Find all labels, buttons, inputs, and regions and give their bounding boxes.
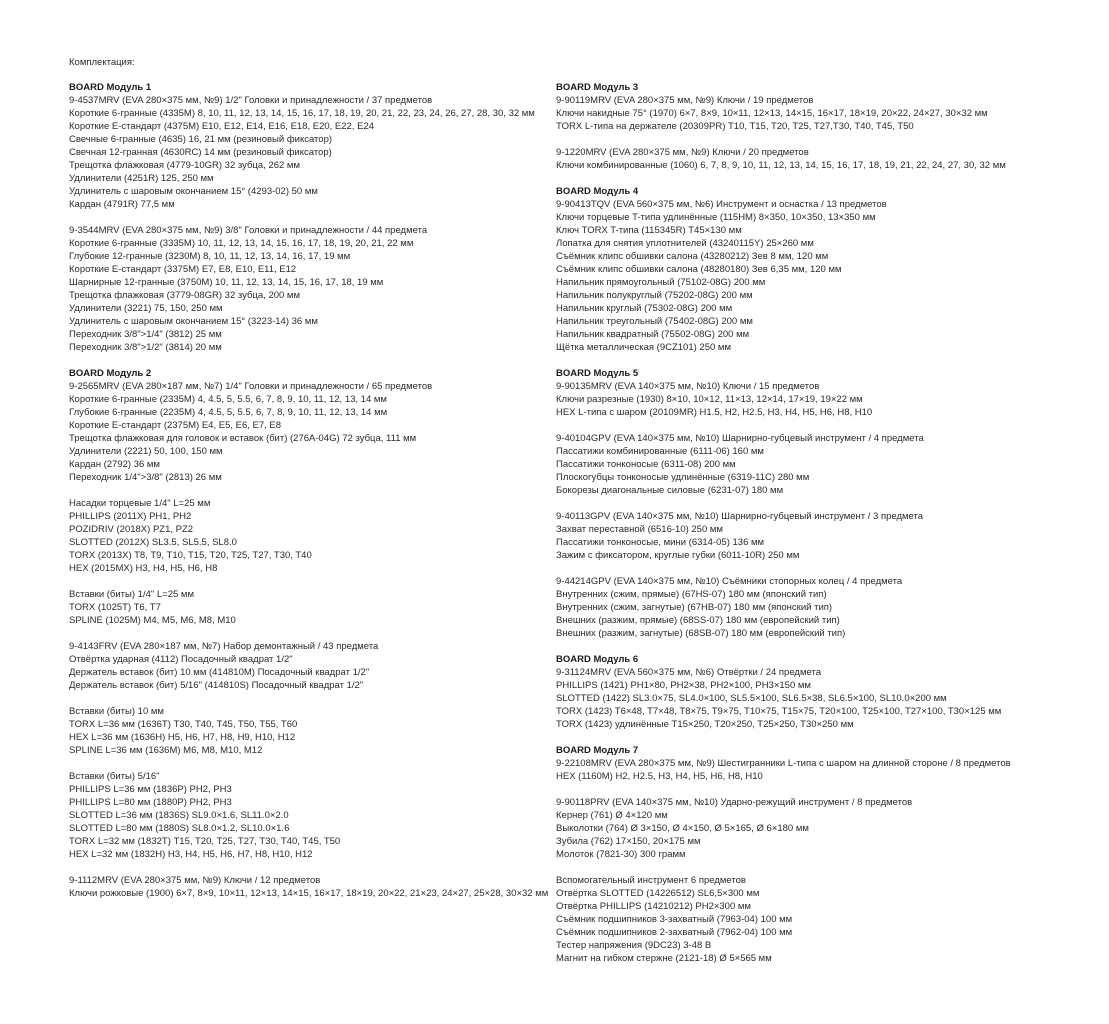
spec-line: SLOTTED L=36 мм (1836S) SL9.0×1.6, SL11.0×2.0 — [69, 810, 289, 821]
spec-line: 9-40104GPV (EVA 140×375 мм, №10) Шарнирно-губцевый инструмент / 4 предмета — [556, 433, 924, 444]
spec-line: Пассатижи тонконосые, мини (6314-05) 136 мм — [556, 537, 765, 548]
spec-line: Зажим с фиксатором, круглые губки (6011-10R) 250 мм — [556, 550, 800, 561]
spec-line: Насадки торцевые 1/4" L=25 мм — [69, 498, 211, 509]
module-heading: BOARD Модуль 4 — [556, 186, 639, 197]
spec-block — [556, 510, 1011, 562]
spec-line: Внутренних (сжим, прямые) (67HS-07) 180 мм (японский тип) — [556, 589, 827, 600]
spec-line: 9-90413TQV (EVA 560×375 мм, №6) Инструмент и оснастка / 13 предметов — [556, 199, 887, 210]
spec-line: Бокорезы диагональные силовые (6231-07) 180 мм — [556, 485, 784, 496]
spec-line: TORX (2013X) T8, T9, T10, T15, T20, T25, T27, T30, T40 — [69, 550, 312, 561]
spec-line: TORX (1423) T6×48, T7×48, T8×75, T9×75, T10×75, T15×75, T20×100, T25×100, T27×100, T30×125 мм — [556, 706, 1002, 717]
spec-line: 9-2565MRV (EVA 280×187 мм, №7) 1/4" Головки и принадлежности / 65 предметов — [69, 381, 433, 392]
spec-line: Напильник квадратный (75502-08G) 200 мм — [556, 329, 750, 340]
spec-line: PHILLIPS (2011X) PH1, PH2 — [69, 511, 192, 522]
spec-line: Тестер напряжения (9DC23) 3-48 В — [556, 940, 712, 951]
spec-line: Съёмник подшипников 3-захватный (7963-04) 100 мм — [556, 914, 793, 925]
spec-line: Захват переставной (6516-10) 250 мм — [556, 524, 723, 535]
spec-line: Удлинители (3221) 75, 150, 250 мм — [69, 303, 223, 314]
spec-line: Удлинители (4251R) 125, 250 мм — [69, 173, 214, 184]
intro-heading: Комплектация: — [69, 57, 135, 68]
spec-line: 9-3544MRV (EVA 280×375 мм, №9) 3/8" Головки и принадлежности / 44 предмета — [69, 225, 428, 236]
spec-line: 9-90119MRV (EVA 280×375 мм, №9) Ключи / 19 предметов — [556, 95, 814, 106]
spec-block — [556, 432, 1011, 497]
spec-line: Вставки (биты) 5/16" — [69, 771, 160, 782]
spec-line: Молоток (7821-30) 300 грамм — [556, 849, 686, 860]
spec-line: Отвёртка ударная (4112) Посадочный квадрат 1/2" — [69, 654, 293, 665]
spec-line: TORX L=36 мм (1636T) T30, T40, T45, T50, T55, T60 — [69, 719, 298, 730]
spec-block — [556, 367, 1011, 419]
spec-line: Напильник треугольный (75402-08G) 200 мм — [556, 316, 753, 327]
spec-block — [556, 874, 1011, 965]
spec-line: PHILLIPS L=36 мм (1836P) PH2, PH3 — [69, 784, 232, 795]
spec-line: Короткие 6-гранные (3335M) 10, 11, 12, 13, 14, 15, 16, 17, 18, 19, 20, 21, 22 мм — [69, 238, 414, 249]
spec-line: Плоскогубцы тонконосые удлинённые (6319-11C) 280 мм — [556, 472, 810, 483]
spec-line: Ключи рожковые (1900) 6×7, 8×9, 10×11, 12×13, 14×15, 16×17, 18×19, 20×22, 21×23, 24×27, 25×28, 30×32 мм — [69, 888, 549, 899]
spec-block — [556, 185, 1011, 354]
module-heading: BOARD Модуль 3 — [556, 82, 639, 93]
right-column — [556, 81, 1011, 978]
spec-line: Вспомогательный инструмент 6 предметов — [556, 875, 746, 886]
spec-line: Ключи разрезные (1930) 8×10, 10×12, 11×13, 12×14, 17×19, 19×22 мм — [556, 394, 863, 405]
spec-line: SLOTTED L=80 мм (1880S) SL8.0×1.2, SL10.0×1.6 — [69, 823, 290, 834]
spec-line: Съёмник подшипников 2-захватный (7962-04) 100 мм — [556, 927, 793, 938]
spec-line: Щётка металлическая (9CZ101) 250 мм — [556, 342, 731, 353]
spec-line: Трещотка флажковая (4779-10GR) 32 зубца, 262 мм — [69, 160, 300, 171]
spec-line: Ключ TORX T-типа (115345R) T45×130 мм — [556, 225, 742, 236]
spec-line: Короткие 6-гранные (4335M) 8, 10, 11, 12, 13, 14, 15, 16, 17, 18, 19, 20, 21, 22, 23, 24, 26, 27, 28, 30, 32 мм — [69, 108, 535, 119]
spec-line: Короткие E-стандарт (4375M) E10, E12, E14, E16, E18, E20, E22, E24 — [69, 121, 375, 132]
spec-line: 9-44214GPV (EVA 140×375 мм, №10) Съёмники стопорных колец / 4 предмета — [556, 576, 903, 587]
spec-line: Кардан (2792) 36 мм — [69, 459, 160, 470]
spec-line: Зубила (762) 17×150, 20×175 мм — [556, 836, 701, 847]
spec-block — [556, 575, 1011, 640]
spec-line: 9-1220MRV (EVA 280×375 мм, №9) Ключи / 20 предметов — [556, 147, 809, 158]
spec-line: POZIDRIV (2018X) PZ1, PZ2 — [69, 524, 194, 535]
spec-line: TORX L=32 мм (1832T) T15, T20, T25, T27, T30, T40, T45, T50 — [69, 836, 341, 847]
spec-line: SLOTTED (2012X) SL3.5, SL5.5, SL8.0 — [69, 537, 237, 548]
spec-line: Короткие E-стандарт (2375M) E4, E5, E6, E7, E8 — [69, 420, 282, 431]
spec-line: Пассатижи комбинированные (6111-06) 160 мм — [556, 446, 764, 457]
spec-line: Переходник 3/8">1/4" (3812) 25 мм — [69, 329, 222, 340]
spec-line: Глубокие 6-гранные (2235M) 4, 4.5, 5, 5.5, 6, 7, 8, 9, 10, 11, 12, 13, 14 мм — [69, 407, 388, 418]
spec-line: Переходник 1/4">3/8" (2813) 26 мм — [69, 472, 222, 483]
spec-line: TORX (1025T) T6, T7 — [69, 602, 161, 613]
spec-block — [69, 497, 548, 575]
spec-block — [556, 146, 1011, 172]
spec-block — [69, 588, 548, 627]
spec-block — [556, 81, 1011, 133]
spec-line: HEX (1160M) H2, H2.5, H3, H4, H5, H6, H8, H10 — [556, 771, 763, 782]
spec-line: Напильник круглый (75302-08G) 200 мм — [556, 303, 733, 314]
module-heading: BOARD Модуль 6 — [556, 654, 639, 665]
spec-line: TORX (1423) удлинённые T15×250, T20×250, T25×250, T30×250 мм — [556, 719, 854, 730]
spec-block — [556, 653, 1011, 731]
spec-line: SPLINE (1025M) M4, M5, M6, M8, M10 — [69, 615, 236, 626]
left-column — [69, 81, 548, 913]
spec-line: Внутренних (сжим, загнутые) (67HB-07) 180 мм (японский тип) — [556, 602, 833, 613]
spec-line: 9-90135MRV (EVA 140×375 мм, №10) Ключи / 15 предметов — [556, 381, 820, 392]
spec-line: Трещотка флажковая (3779-08GR) 32 зубца, 200 мм — [69, 290, 300, 301]
spec-block — [69, 770, 548, 861]
spec-line: Съёмник клипс обшивки салона (48280180) Зев 6,35 мм, 120 мм — [556, 264, 842, 275]
spec-line: Глубокие 12-гранные (3230M) 8, 10, 11, 12, 13, 14, 16, 17, 19 мм — [69, 251, 351, 262]
spec-line: 9-90118PRV (EVA 140×375 мм, №10) Ударно-режущий инструмент / 8 предметов — [556, 797, 913, 808]
spec-line: 9-1112MRV (EVA 280×375 мм, №9) Ключи / 12 предметов — [69, 875, 321, 886]
spec-line: 9-31124MRV (EVA 560×375 мм, №6) Отвёртки / 24 предмета — [556, 667, 821, 678]
spec-block — [556, 744, 1011, 783]
spec-line: Ключи накидные 75° (1970) 6×7, 8×9, 10×11, 12×13, 14×15, 16×17, 18×19, 20×22, 24×27, 30×32 мм — [556, 108, 988, 119]
spec-line: Пассатижи тонконосые (6311-08) 200 мм — [556, 459, 736, 470]
spec-line: Шарнирные 12-гранные (3750M) 10, 11, 12, 13, 14, 15, 16, 17, 18, 19 мм — [69, 277, 384, 288]
spec-line: PHILLIPS (1421) PH1×80, PH2×38, PH2×100, PH3×150 мм — [556, 680, 811, 691]
spec-line: Переходник 3/8">1/2" (3814) 20 мм — [69, 342, 222, 353]
spec-line: TORX L-типа на держателе (20309PR) T10, T15, T20, T25, T27,T30, T40, T45, T50 — [556, 121, 914, 132]
spec-line: Отвёртка SLOTTED (14226512) SL6,5×300 мм — [556, 888, 760, 899]
spec-line: 9-22108MRV (EVA 280×375 мм, №9) Шестигранники L-типа с шаром на длинной стороне / 8 предметов — [556, 758, 1011, 769]
spec-line: Удлинитель с шаровым окончанием 15° (4293-02) 50 мм — [69, 186, 318, 197]
spec-line: HEX L-типа с шаром (20109MR) H1.5, H2, H2.5, H3, H4, H5, H6, H8, H10 — [556, 407, 873, 418]
module-heading: BOARD Модуль 7 — [556, 745, 639, 756]
spec-line: Вставки (биты) 1/4" L=25 мм — [69, 589, 194, 600]
spec-line: Трещотка флажковая для головок и вставок (бит) (276A-04G) 72 зубца, 111 мм — [69, 433, 417, 444]
spec-line: Магнит на гибком стержне (2121-18) Ø 5×565 мм — [556, 953, 772, 964]
spec-line: Удлинитель с шаровым окончанием 15° (3223-14) 36 мм — [69, 316, 318, 327]
spec-line: Внешних (разжим, загнутые) (68SB-07) 180 мм (европейский тип) — [556, 628, 846, 639]
spec-line: Съёмник клипс обшивки салона (43280212) Зев 8 мм, 120 мм — [556, 251, 829, 262]
spec-line: Ключи комбинированные (1060) 6, 7, 8, 9, 10, 11, 12, 13, 14, 15, 16, 17, 18, 19, 21, 22, 24, 27, 30, 32 мм — [556, 160, 1006, 171]
spec-line: Напильник полукруглый (75202-08G) 200 мм — [556, 290, 753, 301]
spec-line: Свечная 12-гранная (4630RC) 14 мм (резиновый фиксатор) — [69, 147, 332, 158]
spec-line: Напильник прямоугольный (75102-08G) 200 мм — [556, 277, 766, 288]
spec-line: Отвёртка PHILLIPS (14210212) PH2×300 мм — [556, 901, 751, 912]
spec-line: 9-4143FRV (EVA 280×187 мм, №7) Набор демонтажный / 43 предмета — [69, 641, 379, 652]
module-heading: BOARD Модуль 2 — [69, 368, 152, 379]
spec-line: HEX (2015MX) H3, H4, H5, H6, H8 — [69, 563, 218, 574]
spec-block — [69, 640, 548, 692]
spec-line: SPLINE L=36 мм (1636M) M6, M8, M10, M12 — [69, 745, 263, 756]
spec-line: Ключи торцевые T-типа удлинённые (115HM) 8×350, 10×350, 13×350 мм — [556, 212, 876, 223]
spec-block — [69, 367, 548, 484]
module-heading: BOARD Модуль 1 — [69, 82, 152, 93]
spec-block — [69, 705, 548, 757]
spec-block — [69, 224, 548, 354]
spec-line: Короткие E-стандарт (3375M) E7, E8, E10, E11, E12 — [69, 264, 297, 275]
spec-line: Выколотки (764) Ø 3×150, Ø 4×150, Ø 5×165, Ø 6×180 мм — [556, 823, 809, 834]
spec-line: Внешних (разжим, прямые) (68SS-07) 180 мм (европейский тип) — [556, 615, 840, 626]
spec-line: 9-40113GPV (EVA 140×375 мм, №10) Шарнирно-губцевый инструмент / 3 предмета — [556, 511, 924, 522]
spec-line: Короткие 6-гранные (2335M) 4, 4.5, 5, 5.5, 6, 7, 8, 9, 10, 11, 12, 13, 14 мм — [69, 394, 387, 405]
spec-line: Кардан (4791R) 77,5 мм — [69, 199, 175, 210]
spec-line: Лопатка для снятия уплотнителей (43240115Y) 25×260 мм — [556, 238, 814, 249]
spec-line: Кернер (761) Ø 4×120 мм — [556, 810, 668, 821]
spec-line: 9-4537MRV (EVA 280×375 мм, №9) 1/2" Головки и принадлежности / 37 предметов — [69, 95, 433, 106]
spec-line: Удлинители (2221) 50, 100, 150 мм — [69, 446, 223, 457]
spec-line: HEX L=32 мм (1832H) H3, H4, H5, H6, H7, H8, H10, H12 — [69, 849, 313, 860]
spec-line: SLOTTED (1422) SL3.0×75, SL4.0×100, SL5.5×100, SL6.5×38, SL6.5×100, SL10.0×200 мм — [556, 693, 947, 704]
spec-line: HEX L=36 мм (1636H) H5, H6, H7, H8, H9, H10, H12 — [69, 732, 296, 743]
spec-line: PHILLIPS L=80 мм (1880P) PH2, PH3 — [69, 797, 232, 808]
spec-block — [69, 874, 548, 900]
spec-line: Держатель вставок (бит) 10 мм (414810M) Посадочный квадрат 1/2" — [69, 667, 370, 678]
spec-block — [69, 81, 548, 211]
module-heading: BOARD Модуль 5 — [556, 368, 639, 379]
spec-block — [556, 796, 1011, 861]
spec-line: Свечные 6-гранные (4635) 16, 21 мм (резиновый фиксатор) — [69, 134, 333, 145]
spec-line: Держатель вставок (бит) 5/16" (414810S) Посадочный квадрат 1/2" — [69, 680, 364, 691]
spec-line: Вставки (биты) 10 мм — [69, 706, 164, 717]
